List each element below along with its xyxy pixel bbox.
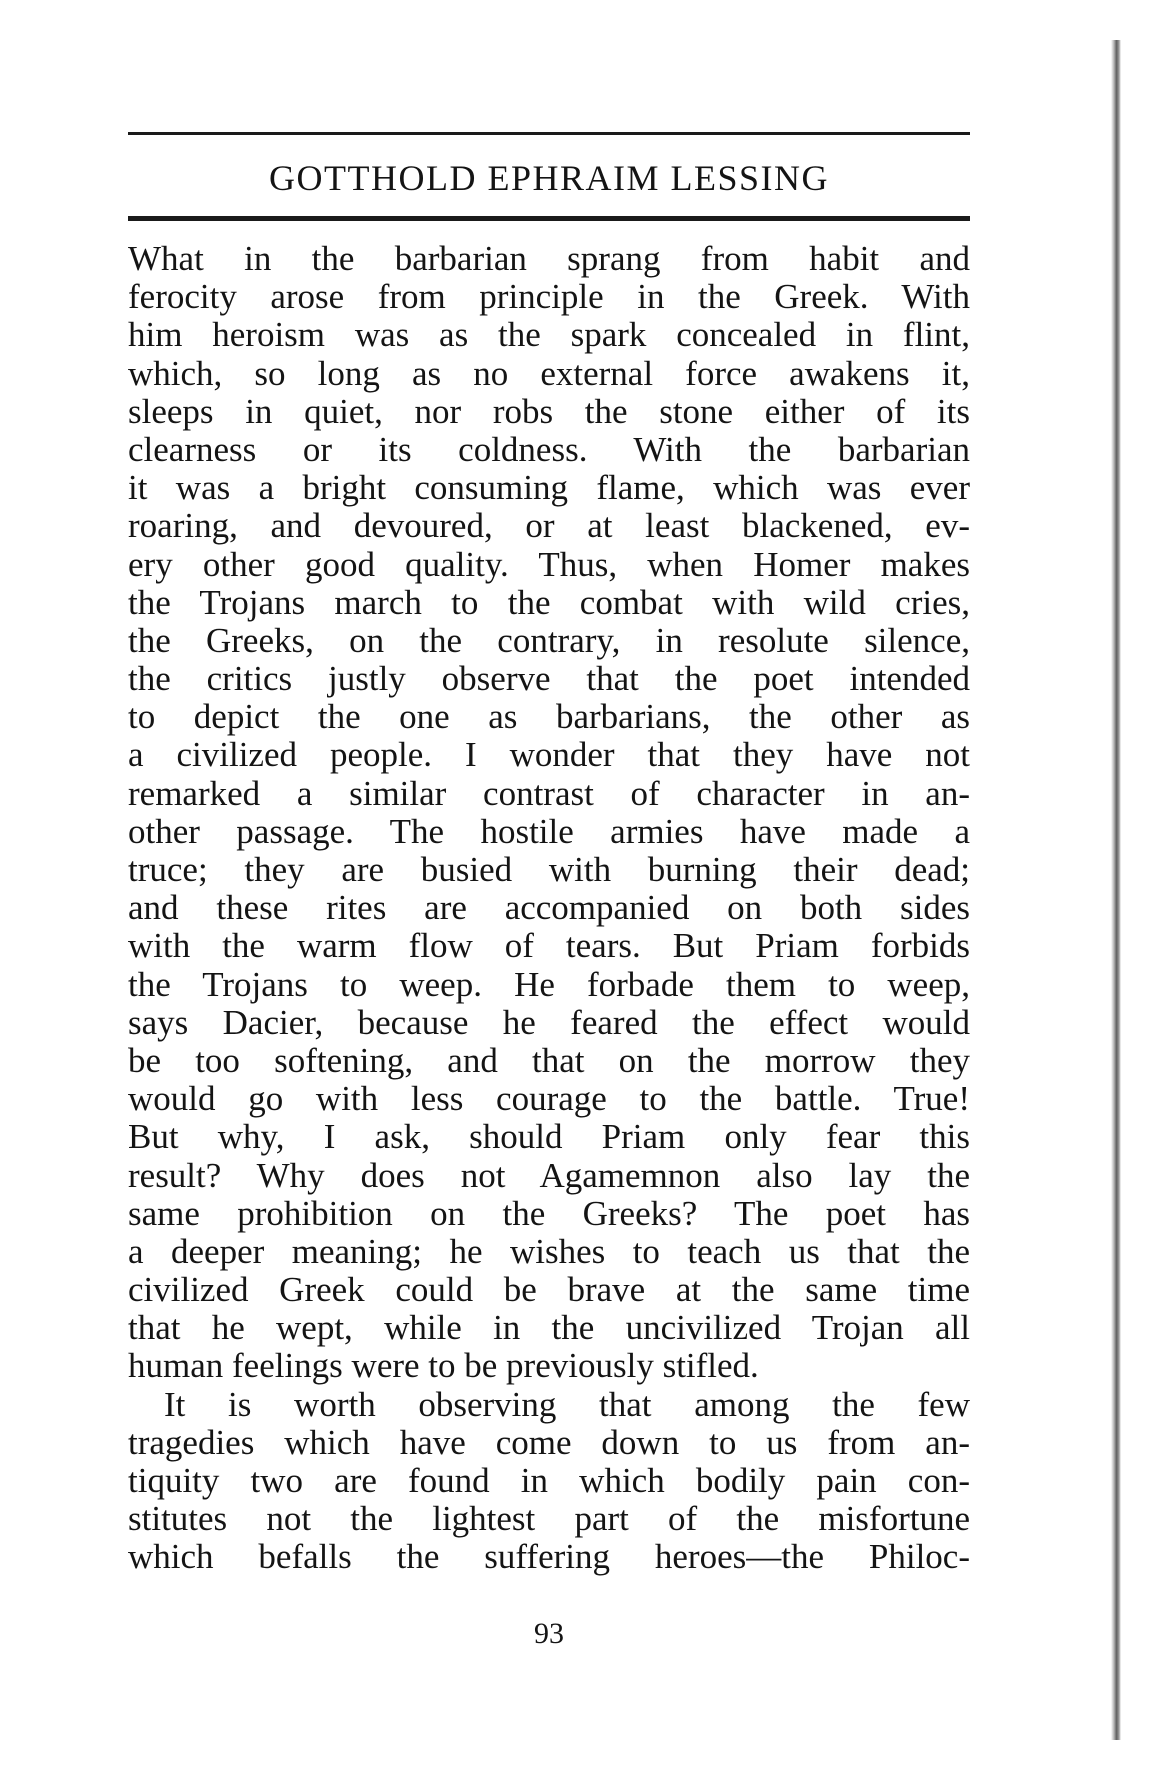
text-line: civilized Greek could be brave at the same time: [128, 1270, 970, 1310]
text-line: remarked a similar contrast of character in an-: [128, 773, 970, 813]
running-head: GOTTHOLD EPHRAIM LESSING: [269, 158, 829, 198]
text-line: result? Why does not Agamemnon also lay the: [128, 1155, 970, 1195]
binding-edge: [1111, 40, 1121, 1740]
text-line: What in the barbarian sprang from habit and: [128, 239, 970, 278]
text-line: truce; they are busied with burning their dead;: [128, 850, 970, 889]
text-line: tiquity two are found in which bodily pain con-: [128, 1461, 970, 1500]
text-line: to depict the one as barbarians, the other as: [128, 697, 970, 737]
text-line: him heroism was as the spark concealed in flint,: [128, 315, 970, 355]
page-number: 93: [534, 1617, 564, 1650]
text-line: sleeps in quiet, nor robs the stone either of its: [128, 391, 970, 431]
text-line: that he wept, while in the uncivilized Trojan all: [128, 1308, 970, 1348]
text-line: roaring, and devoured, or at least blackened, ev-: [128, 506, 970, 546]
text-line: the critics justly observe that the poet intended: [128, 659, 970, 699]
text-line: be too softening, and that on the morrow they: [128, 1040, 970, 1080]
text-line: the Trojans march to the combat with wild cries,: [128, 582, 970, 622]
text-line: which befalls the suffering heroes—the Philoc-: [128, 1537, 970, 1577]
text-line: human feelings were to be previously stifled.: [128, 1346, 759, 1386]
text-line: ery other good quality. Thus, when Homer makes: [128, 544, 970, 584]
text-line: other passage. The hostile armies have made a: [128, 811, 970, 851]
text-line: with the warm flow of tears. But Priam forbids: [128, 926, 970, 966]
text-line: the Trojans to weep. He forbade them to weep,: [128, 964, 970, 1004]
text-line: stitutes not the lightest part of the misfortune: [128, 1499, 970, 1539]
text-line: a civilized people. I wonder that they have not: [128, 735, 970, 775]
text-line: says Dacier, because he feared the effect would: [128, 1002, 970, 1042]
text-line: But why, I ask, should Priam only fear this: [128, 1117, 970, 1157]
text-line: would go with less courage to the battle. True!: [128, 1079, 970, 1119]
text-line: a deeper meaning; he wishes to teach us that the: [128, 1231, 970, 1271]
text-line: the Greeks, on the contrary, in resolute silence,: [128, 620, 970, 660]
text-line: ferocity arose from principle in the Greek. With: [128, 277, 970, 317]
header-rule-bottom: [128, 216, 970, 221]
text-line: clearness or its coldness. With the barbarian: [128, 429, 970, 469]
text-line: same prohibition on the Greeks? The poet has: [128, 1193, 970, 1233]
text-line: which, so long as no external force awakens it,: [128, 353, 970, 393]
text-line: tragedies which have come down to us from an-: [128, 1422, 970, 1462]
body-text: [128, 240, 970, 1577]
text-line: and these rites are accompanied on both sides: [128, 888, 970, 928]
header-rule-top: [128, 132, 970, 135]
text-line: it was a bright consuming flame, which was ever: [128, 468, 970, 508]
text-line: It is worth observing that among the few: [164, 1384, 970, 1424]
